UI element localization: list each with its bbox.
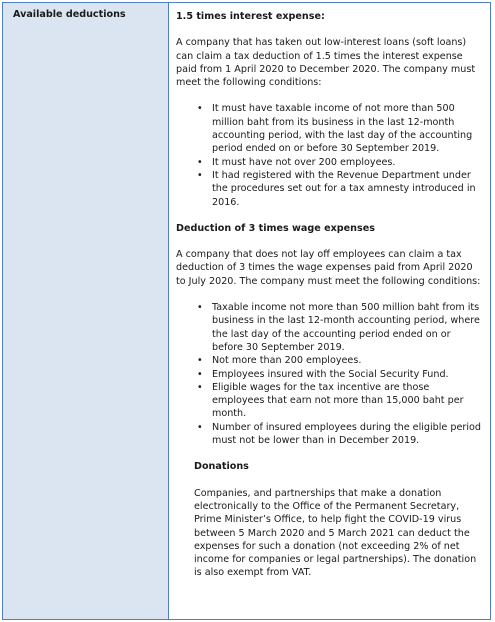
list-item: • Eligible wages for the tax incentive are those employees that earn not more than 15,000 baht per month. xyxy=(176,381,484,421)
section3-body: Companies, and partnerships that make a donation electronically to the Office of the Permanent Secretary, Prime Minister’s Office, to help fight the COVID-19 virus between 5 March 2020 and 5 March 2021 can deduct the expenses for such a donation (not exceeding 2% of net income for companies or legal partnerships). The donation is also exempt from VAT. xyxy=(194,487,477,579)
list-item: • Taxable income not more than 500 million baht from its business in the last 12-month accounting period, where the last day of the accounting period ended on or before 30 September 2019. xyxy=(176,301,484,354)
list-item: • Not more than 200 employees. xyxy=(176,354,484,367)
list-item: • It had registered with the Revenue Department under the procedures set out for a tax amnesty introduced in 2016. xyxy=(176,169,484,209)
donations-block xyxy=(176,460,484,579)
deductions-table xyxy=(2,2,491,620)
row-label-cell xyxy=(3,3,169,619)
content-cell xyxy=(169,3,490,619)
section1-heading: 1.5 times interest expense: xyxy=(176,11,325,22)
section2-heading: Deduction of 3 times wage expenses xyxy=(176,222,375,234)
section1-bullets xyxy=(176,102,484,208)
list-item: • It must have not over 200 employees. xyxy=(176,156,484,169)
list-item: • Employees insured with the Social Security Fund. xyxy=(176,368,484,381)
section2-bullets xyxy=(176,301,484,447)
row-label: Available deductions xyxy=(13,9,126,20)
section3-heading: Donations xyxy=(194,461,249,473)
section2-intro: A company that does not lay off employees can claim a tax deduction of 3 times the wage expenses paid from April 2020 to July 2020. The company must meet the following conditions: xyxy=(176,249,481,287)
section1-intro: A company that has taken out low-interest loans (soft loans) can claim a tax deduction of 1.5 times the interest expense paid from 1 April 2020 to December 2020. The company must meet the following conditions: xyxy=(176,37,476,89)
list-item: • It must have taxable income of not more than 500 million baht from its business in the last 12-month accounting period, with the last day of the accounting period ended on or before 30 September 2019. xyxy=(176,102,484,155)
list-item: • Number of insured employees during the eligible period must not be lower than in December 2019. xyxy=(176,421,484,448)
